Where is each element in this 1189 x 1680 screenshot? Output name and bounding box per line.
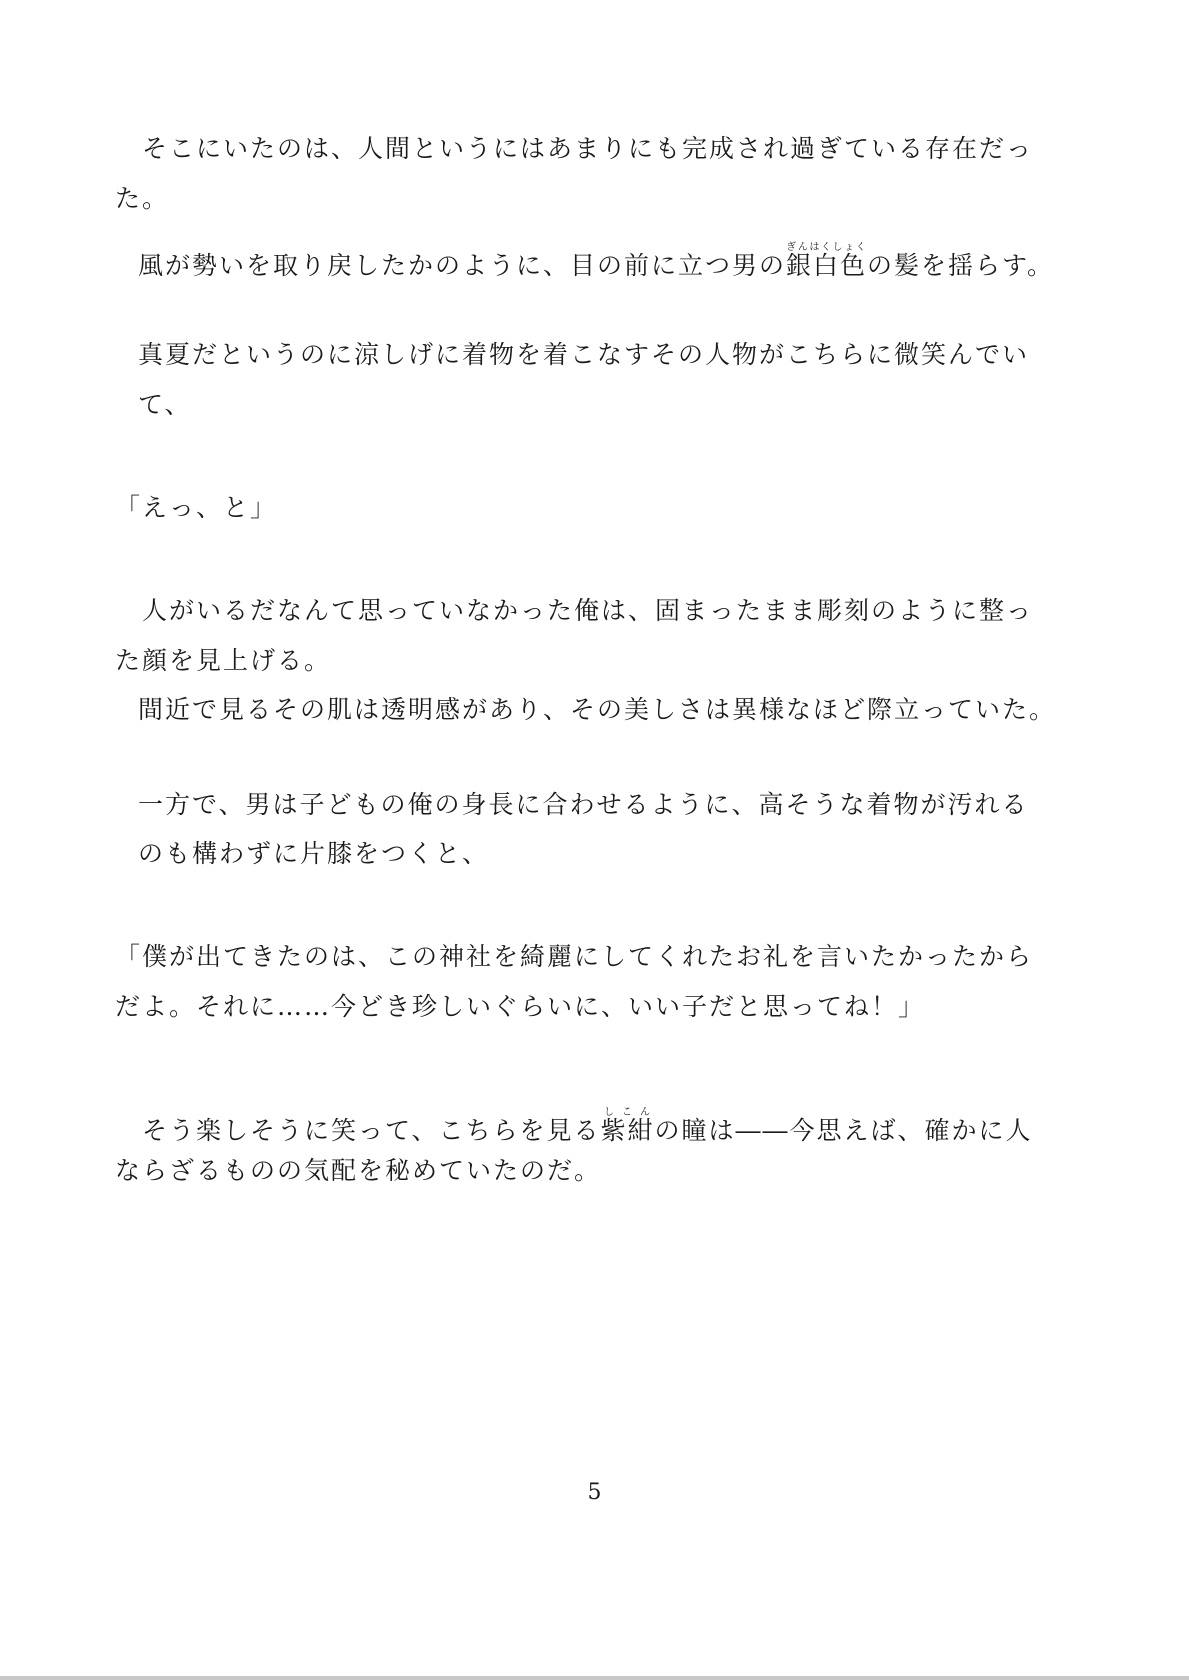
text-segment: 風が勢いを取り戻したかのように、目の前に立つ男の [138, 251, 787, 280]
paragraph-line: ならざるものの気配を秘めていたのだ。 [115, 1156, 602, 1185]
paragraph-line-with-ruby [115, 1107, 1033, 1146]
paragraph-line: のも構わずに片膝をつくと、 [138, 839, 490, 868]
text-segment: そう楽しそうに笑って、こちらを見る [115, 1116, 601, 1145]
paragraph-line: た。 [115, 184, 170, 213]
ruby-reading: しこん [600, 1107, 655, 1118]
ruby-reading: ぎんはくしょく [786, 242, 868, 253]
paragraph-line: た顔を見上げる。 [115, 646, 332, 675]
dialogue-line: 「えっ、と」 [115, 493, 278, 522]
ruby-base: 銀白色 [786, 251, 868, 280]
page-bottom-border [0, 1676, 1189, 1680]
ruby-base: 紫紺 [600, 1116, 655, 1145]
dialogue-line: 「僕が出てきたのは、この神社を綺麗にしてくれたお礼を言いたかったから [115, 942, 1034, 971]
paragraph-line: 真夏だというのに涼しげに着物を着こなすその人物がこちらに微笑んでい [138, 340, 1030, 369]
text-segment: の瞳は――今思えば、確かに人 [654, 1116, 1033, 1145]
dialogue-line: だよ。それに……今どき珍しいぐらいに、いい子だと思ってね！」 [115, 992, 926, 1021]
paragraph-line-with-ruby [138, 242, 1054, 281]
ruby-annotation [786, 242, 868, 280]
paragraph-line: そこにいたのは、人間というにはあまりにも完成され過ぎている存在だっ [115, 134, 1034, 163]
page-number: 5 [587, 1480, 602, 1505]
ruby-annotation [600, 1107, 655, 1145]
paragraph-line: 一方で、男は子どもの俺の身長に合わせるように、高そうな着物が汚れる [138, 790, 1029, 819]
paragraph-line: 間近で見るその肌は透明感があり、その美しさは異様なほど際立っていた。 [138, 695, 1057, 724]
paragraph-line: 人がいるだなんて思っていなかった俺は、固まったまま彫刻のように整っ [115, 596, 1034, 625]
paragraph-line: て、 [138, 390, 192, 419]
text-segment: の髪を揺らす。 [867, 251, 1055, 280]
